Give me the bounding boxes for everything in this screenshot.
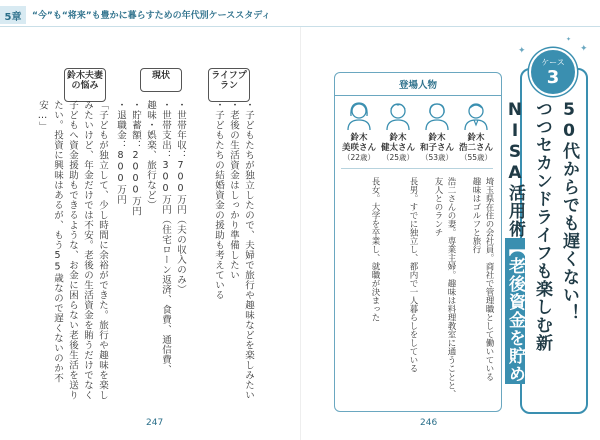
person-name: 鈴木 健太さん xyxy=(380,133,415,153)
sparkle-icon: ✦ xyxy=(580,44,588,54)
current-status-text: ・世帯年収：700万円（夫の収入のみ） ・世帯支出：300万円（住宅ローン返済、食費、通信費、趣味・娯楽、旅行など） ・貯蓄額：2000万円 ・退職金：800万円 xyxy=(115,100,186,375)
cast-divider xyxy=(341,168,493,169)
person-description: 長女。大学を卒業し、就職が決まった xyxy=(370,177,380,322)
current-tag: 現状 xyxy=(140,68,182,92)
cast-box xyxy=(334,72,502,412)
case-badge xyxy=(529,48,577,96)
person-kenta xyxy=(380,101,416,163)
person-age: （22歳） xyxy=(342,153,376,162)
person-name: 鈴木 美咲さん xyxy=(341,133,376,153)
sparkle-icon: ✦ xyxy=(566,36,572,43)
person-description: 埼玉県在住の会社員。商社で管理職として働いている 趣味はゴルフと旅行 xyxy=(471,177,494,381)
person-koji xyxy=(458,101,494,163)
case-title-box xyxy=(505,68,588,414)
young-man-avatar-icon xyxy=(380,101,416,131)
person-kazuko xyxy=(419,101,455,163)
person-description: 浩二さんの妻。専業主婦。趣味は料理教室に通うことと、 友人とのランチ xyxy=(433,177,456,398)
page-number-right: 246 xyxy=(420,418,438,428)
man-avatar-icon xyxy=(458,101,494,131)
title-line-1: 50代からでも遅くない！ xyxy=(559,100,579,322)
person-age: （25歳） xyxy=(381,153,415,162)
person-age: （53歳） xyxy=(420,153,454,162)
page-number-left: 247 xyxy=(146,418,164,428)
person-name: 鈴木 浩二さん xyxy=(458,133,493,153)
case-badge-number: 3 xyxy=(546,67,560,88)
person-age: （55歳） xyxy=(459,153,493,162)
case-badge-label: ケース xyxy=(541,58,565,67)
sparkle-icon: ✦ xyxy=(518,46,526,56)
life-plan-text: ・子どもたちが独立したので、夫婦で旅行や趣味などを楽しみたい ・老後の生活資金はしっかり準備したい ・子どもたちの結婚資金の援助も考えている xyxy=(213,100,254,400)
running-header: “今”も“将来”も豊かに暮らすための年代別ケーススタディ xyxy=(32,11,271,21)
case-title xyxy=(505,100,582,400)
title-highlight: 【老後資金を貯め xyxy=(505,239,525,383)
couple-worry-tag: 鈴木夫妻の悩み xyxy=(64,68,106,102)
page-gutter xyxy=(300,27,301,440)
young-woman-avatar-icon xyxy=(341,101,377,131)
person-misaki xyxy=(341,101,377,163)
person-name: 鈴木 和子さん xyxy=(419,133,454,153)
woman-avatar-icon xyxy=(419,101,455,131)
life-plan-tag: ライフプラン xyxy=(208,68,250,102)
title-line-2: つつセカンドライフも楽しむ新NISA活用術 xyxy=(505,100,552,352)
couple-worry-text: 「子どもが独立して、少し時間に余裕ができた。旅行や趣味を楽しみたいけど、年金だけでは不安。老後の生活資金を賄うだけでなく子どもへ資金援助もできるような、お金に困らない老後生活を送りたい。投資に興味はあるが、もう55歳なので遅くないのか不安…」 xyxy=(37,100,108,400)
chapter-tab: 5章 xyxy=(0,6,26,24)
person-description: 長男。すでに独立し、都内で一人暮らしをしている xyxy=(408,177,418,373)
cast-header: 登場人物 xyxy=(335,73,501,96)
